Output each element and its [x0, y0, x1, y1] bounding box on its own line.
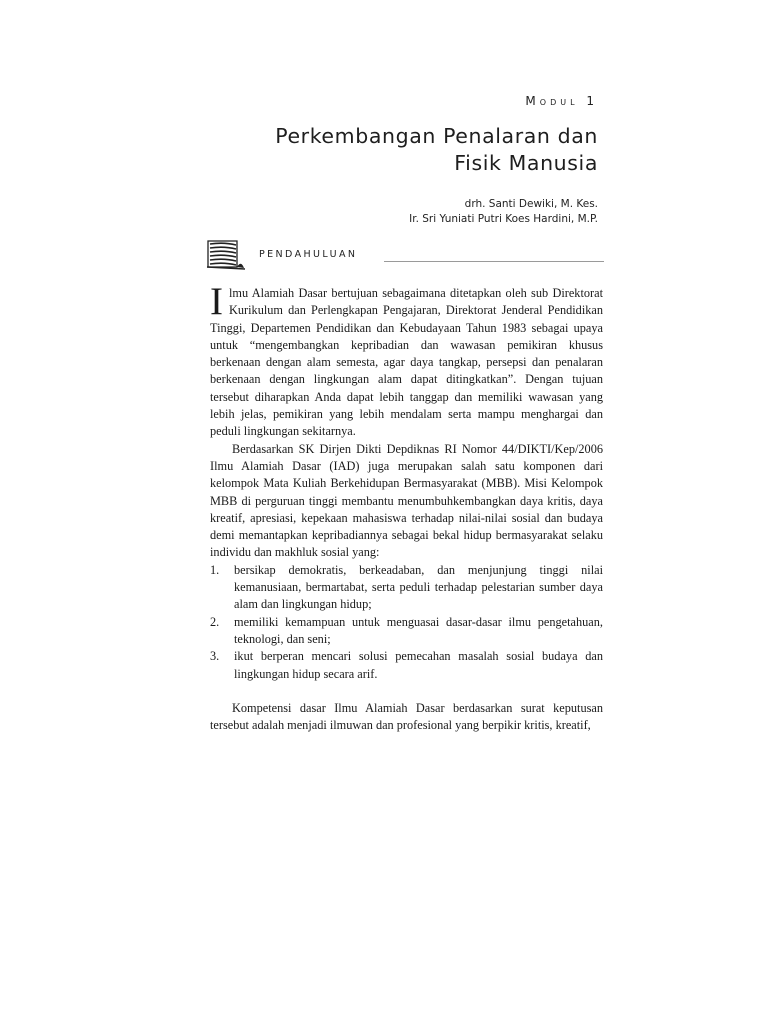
body-text: [210, 280, 603, 734]
title-line-1: Perkembangan Penalaran dan: [275, 124, 598, 148]
list-item-text: bersikap demokratis, berkeadaban, dan menjunjung tinggi nilai kemanusiaan, bermartabat, serta peduli terhadap pelestarian sumber daya alam dan lingkungan hidup;: [234, 562, 603, 612]
paragraph-1-text: lmu Alamiah Dasar bertujuan sebagaimana ditetapkan oleh sub Direktorat Kurikulum dan Perlengkapan Pengajaran, Direktorat Jenderal Pendidikan Tinggi, Departemen Pendidikan dan Kebudayaan Tahun 1983 sebagai upaya untuk “mengembangkan kepribadian dan wawasan pemikiran khusus berkenaan dengan alam semesta, agar daya tangkap, persepsi dan penalaran berkenaan dengan lingkungan alam dapat ditingkatkan”. Dengan tujuan tersebut diharapkan Anda dapat lebih tanggap dan memiliki wawasan yang lebih jelas, pemikiran yang lebih mendalam serta mampu menghargai dan peduli lingkungan sekitarnya.: [210, 286, 603, 439]
list-item-text: memiliki kemampuan untuk menguasai dasar-dasar ilmu pengetahuan, teknologi, dan seni;: [234, 614, 603, 646]
section-divider: [384, 261, 604, 262]
page-title: [178, 123, 598, 177]
paragraph-2: Berdasarkan SK Dirjen Dikti Depdiknas RI Nomor 44/DIKTI/Kep/2006 Ilmu Alamiah Dasar (IAD) juga merupakan salah satu komponen dari kelompok Mata Kuliah Berkehidupan Bermasyarakat (MBB). Misi Kelompok MBB di perguruan tinggi membantu menumbuhkembangkan daya kritis, daya kreatif, apresiasi, kepekaan mahasiswa terhadap nilai-nilai sosial dan budaya demi memantapkan kepribadiannya sebagai bekal hidup bermasyarakat selaku individu dan makhluk sosial yang:: [210, 441, 603, 560]
list-item-number: 2.: [210, 614, 220, 629]
paragraph-1: [210, 280, 603, 441]
list-item-number: 1.: [210, 562, 220, 577]
goals-list: [210, 562, 603, 683]
paragraph-3: Kompetensi dasar Ilmu Alamiah Dasar berdasarkan surat keputusan tersebut adalah menjadi ilmuwan dan profesional yang berpikir kritis, kreatif,: [210, 700, 603, 733]
section-header: [206, 240, 604, 270]
book-page-icon: [206, 240, 246, 270]
list-item: [210, 562, 603, 614]
list-item: [210, 648, 603, 683]
list-item-number: 3.: [210, 649, 220, 664]
module-label: Modul 1: [525, 94, 598, 108]
list-item-text: ikut berperan mencari solusi pemecahan masalah sosial budaya dan lingkungan hidup secara arif.: [234, 649, 603, 681]
list-item: [210, 614, 603, 649]
author-2: Ir. Sri Yuniati Putri Koes Hardini, M.P.: [409, 213, 598, 225]
drop-cap: I: [210, 280, 223, 323]
paragraph-gap: [210, 683, 603, 700]
section-title: PENDAHULUAN: [259, 249, 358, 260]
author-block: [409, 197, 598, 227]
title-line-2: Fisik Manusia: [454, 151, 598, 175]
author-1: drh. Santi Dewiki, M. Kes.: [464, 198, 598, 210]
